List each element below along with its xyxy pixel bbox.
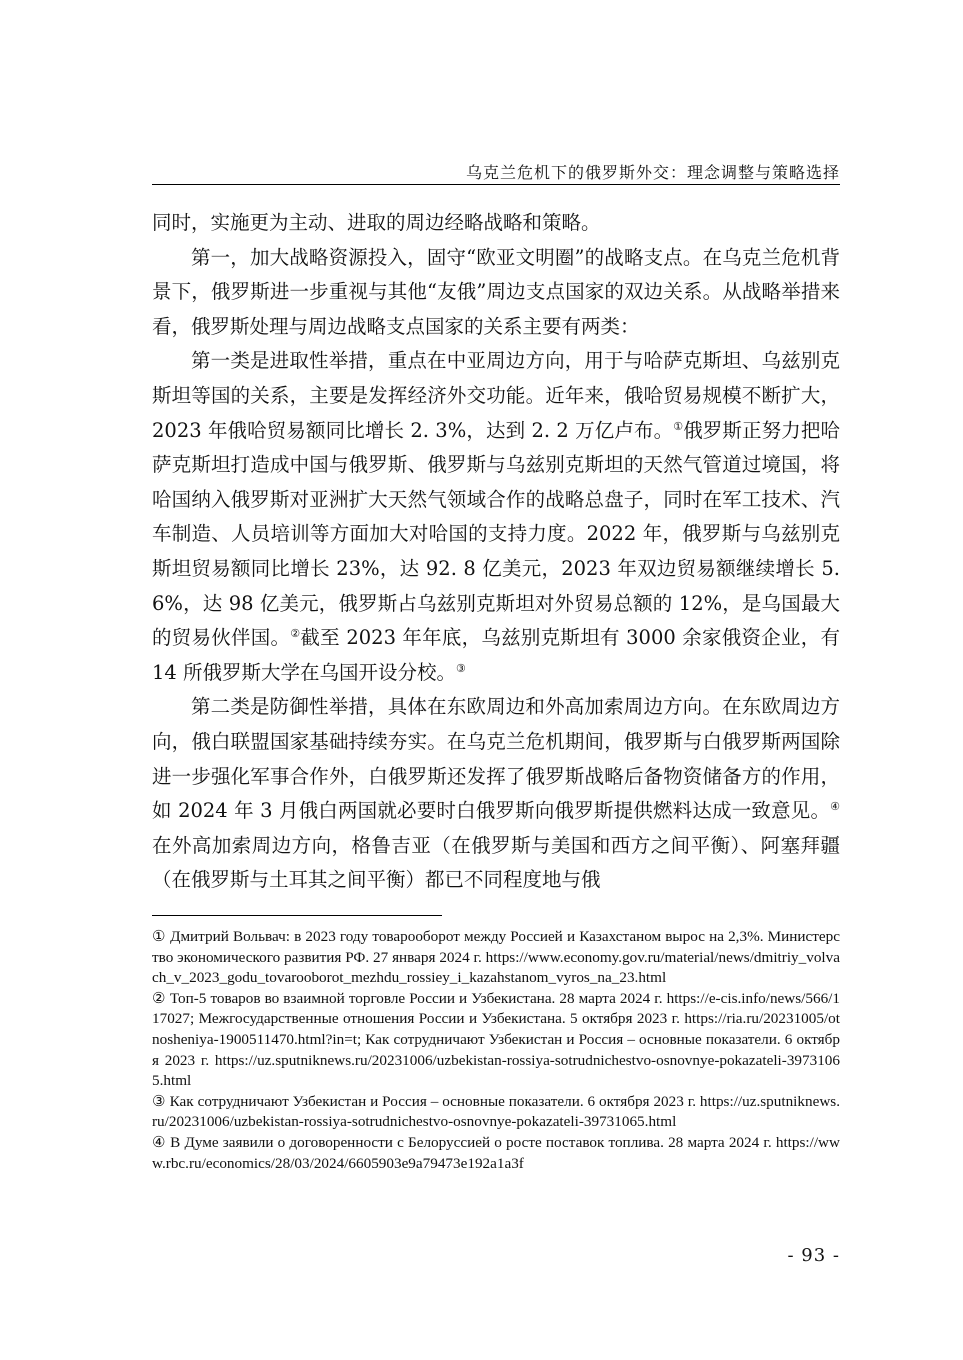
footnote-2: ② Топ-5 товаров во взаимной торговле России и Узбекистана. 28 марта 2024 г. https://e-cis.info/news/566/117027; Межгосударственные отношения России и Узбекистана. 5 октября 2023 г. https://ria.ru/20231005/otnosheniya-1900511470.html?in=t; Как сотрудничают Узбекистан и Россия – основные показатели. 6 октября 2023 г. https://uz.sputniknews.ru/20231006/uzbekistan-rossiya-sotrudnichestvo-osnovnye-pokazateli-39731065.html — [152, 989, 840, 1090]
footnote-separator — [152, 915, 442, 916]
paragraph-4-part-b: 在外高加索周边方向，格鲁吉亚（在俄罗斯与美国和西方之间平衡）、阿塞拜疆（在俄罗斯与土耳其之间平衡）都已不同程度地与俄 — [152, 833, 840, 892]
body-text — [152, 206, 840, 898]
footnote-4: ④ В Думе заявили о договоренности с Белоруссией о росте поставок топлива. 28 марта 2024 г. https://www.rbc.ru/economics/28/03/2024/6605903e9a79473e192a1a3f — [152, 1133, 840, 1172]
footnote-ref-2[interactable]: ② — [290, 627, 301, 641]
paragraph-3-part-a: 第一类是进取性举措，重点在中亚周边方向，用于与哈萨克斯坦、乌兹别克斯坦等国的关系，主要是发挥经济外交功能。近年来，俄哈贸易规模不断扩大，2023 年俄哈贸易额同比增长 2. 3%，达到 2. 2 万亿卢布。 — [152, 349, 840, 442]
paragraph-1: 同时，实施更为主动、进取的周边经略战略和策略。 — [152, 211, 601, 234]
footnote-ref-3[interactable]: ③ — [456, 661, 466, 675]
footnote-3: ③ Как сотрудничают Узбекистан и Россия – основные показатели. 6 октября 2023 г. https://uz.sputniknews.ru/20231006/uzbekistan-rossiya-sotrudnichestvo-osnovnye-pokazateli-39731065.html — [152, 1092, 840, 1131]
paragraph-4-part-a: 第二类是防御性举措，具体在东欧周边和外高加索周边方向。在东欧周边方向，俄白联盟国家基础持续夯实。在乌克兰危机期间，俄罗斯与白俄罗斯两国除进一步强化军事合作外，白俄罗斯还发挥了俄罗斯战略后备物资储备方的作用，如 2024 年 3 月俄白两国就必要时白俄罗斯向俄罗斯提供燃料达成一致意见。 — [152, 695, 840, 823]
header-rule — [152, 184, 840, 185]
paragraph-2: 第一，加大战略资源投入，固守“欧亚文明圈”的战略支点。在乌克兰危机背景下，俄罗斯进一步重视与其他“友俄”周边支点国家的双边关系。从战略举措来看，俄罗斯处理与周边战略支点国家的关系主要有两类： — [152, 245, 840, 338]
running-header-title: 乌克兰危机下的俄罗斯外交：理念调整与策略选择 — [465, 163, 840, 182]
page-number: - 93 - — [787, 1245, 840, 1266]
footnote-ref-1[interactable]: ① — [673, 419, 684, 433]
paragraph-3-part-c: 截至 2023 年年底，乌兹别克斯坦有 3000 余家俄资企业，有 14 所俄罗斯大学在乌国开设分校。 — [152, 626, 840, 684]
paragraph-3 — [152, 344, 840, 690]
footnote-1: ① Дмитрий Вольвач: в 2023 году товарооборот между Россией и Казахстаном вырос на 2,3%. Министерство экономического развития РФ. 27 января 2024 г. https://www.economy.gov.ru/material/news/dmitriy_volvach_v_2023_godu_tovarooborot_mezhdu_rossiey_i_kazahstanom_vyros_na_23.html — [152, 928, 840, 987]
footnote-ref-4[interactable]: ④ — [830, 800, 840, 814]
paragraph-4 — [152, 690, 840, 898]
paragraph-3-part-b: 俄罗斯正努力把哈萨克斯坦打造成中国与俄罗斯、俄罗斯与乌兹别克斯坦的天然气管道过境国，将哈国纳入俄罗斯对亚洲扩大天然气领域合作的战略总盘子，同时在军工技术、汽车制造、人员培训等方面加大对哈国的支持力度。2022 年，俄罗斯与乌兹别克斯坦贸易额同比增长 23%，达 92. 8 亿美元，2023 年双边贸易额继续增长 5. 6%，达 98 亿美元，俄罗斯占乌兹别克斯坦对外贸易总额的 12%，是乌国最大的贸易伙伴国。 — [152, 418, 840, 650]
footnotes — [152, 927, 840, 1174]
